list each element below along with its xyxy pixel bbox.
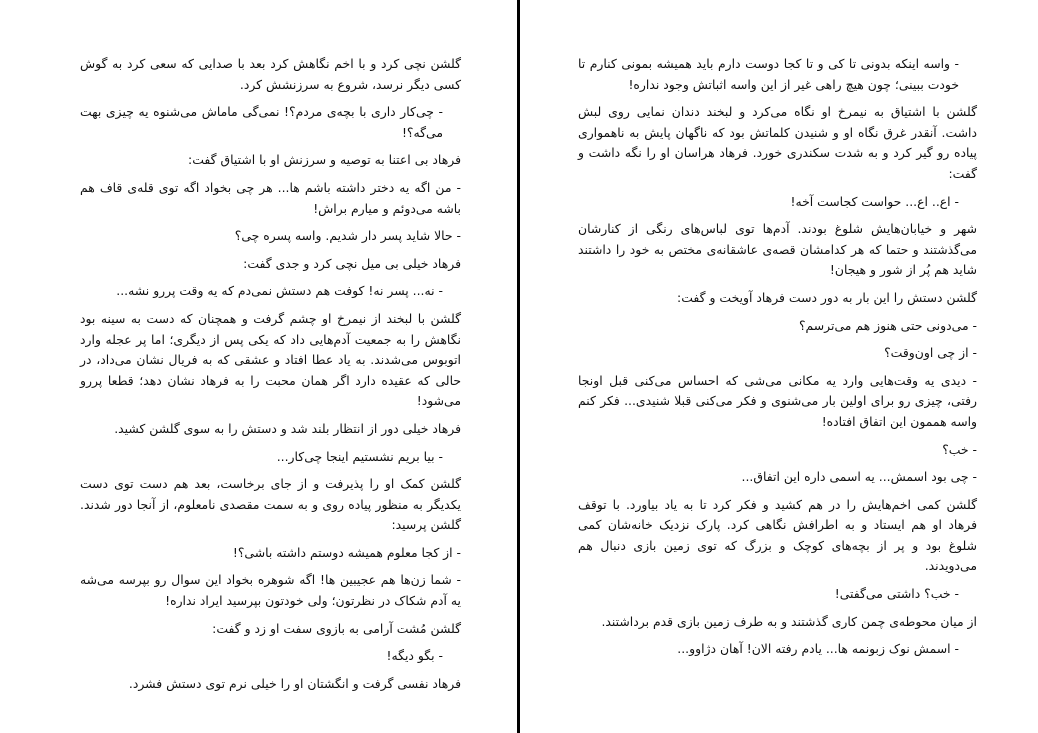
paragraph: - از کجا معلوم همیشه دوستم داشته باشی؟! bbox=[232, 544, 461, 560]
paragraph: شهر و خیابان‌هایش شلوغ بودند. آدم‌ها توی لباس‌های رنگی از کنارشان می‌گذشتند و حتما که هر کدامشان قصه‌ی عاشقانه‌ی مختص به خود را داشتند شاید هم پُر از شور و هیجان! bbox=[578, 221, 977, 278]
paragraph: - خب؟ داشتی می‌گفتی! bbox=[834, 586, 959, 602]
paragraph: - حالا شاید پسر دار شدیم. واسه پسره چی؟ bbox=[234, 228, 461, 244]
paragraph: - اع.. اع... حواست کجاست آخه! bbox=[790, 193, 959, 209]
paragraph: - شما زن‌ها هم عجیبین ها! اگه شوهره بخواد این سوال رو بپرسه می‌شه یه آدم شکاک در نظرتون؛ ولی خودتون بپرسید ایراد نداره! bbox=[80, 572, 461, 609]
paragraph: گلشن دستش را این بار به دور دست فرهاد آویخت و گفت: bbox=[677, 289, 977, 305]
paragraph: فرهاد خیلی دور از انتظار بلند شد و دستش را به سوی گلشن کشید. bbox=[114, 420, 461, 436]
paragraph: گلشن کمک او را پذیرفت و از جای برخاست، بعد هم دست توی دست یکدیگر به منظور پیاده روی و به سمت مقصدی نامعلوم، از آنجا دور شدند. گلشن پرسید: bbox=[80, 476, 461, 533]
paragraph: - بگو دیگه! bbox=[386, 648, 443, 664]
left-page bbox=[80, 54, 461, 701]
paragraph: گلشن با لبخند از نیمرخ او چشم گرفت و همچنان که دست به سینه بود نگاهش را به جمعیت آدم‌هایی داد که یکی پس از دیگری؛ اما پر عجله وارد اتوبوس می‌شدند. به یاد عطا افتاد و عشقی که به فریال نشان می‌داد، در حالی که عقیده دارد اگر همان محبت را به فرهاد نشان دهد؛ قطعا پررو می‌شود! bbox=[80, 310, 461, 409]
paragraph: - اسمش نوک زبونمه ها... یادم رفته الان! آهان دژاوو... bbox=[677, 641, 959, 657]
paragraph: - خب؟ bbox=[942, 441, 977, 457]
paragraph: فرهاد خیلی بی میل نچی کرد و جدی گفت: bbox=[243, 255, 461, 271]
paragraph: گلشن نچی کرد و با اخم نگاهش کرد بعد با صدایی که سعی کرد به گوش کسی دیگر نرسد، شروع به سرزنشش کرد. bbox=[80, 56, 461, 92]
right-page bbox=[578, 54, 977, 667]
paragraph: فرهاد بی اعتنا به توصیه و سرزنش او با اشتیاق گفت: bbox=[188, 152, 461, 168]
paragraph: - می‌دونی حتی هنوز هم می‌ترسم؟ bbox=[798, 317, 977, 333]
paragraph: فرهاد نفسی گرفت و انگشتان او را خیلی نرم توی دستش فشرد. bbox=[128, 675, 461, 691]
paragraph: - واسه اینکه بدونی تا کی و تا کجا دوست دارم باید همیشه بمونی کنارم تا خودت ببینی؛ چون هیچ راهی غیر از این واسه اثباتش وجود نداره! bbox=[578, 56, 959, 92]
paragraph: گلشن با اشتیاق به نیمرخ او نگاه می‌کرد و لبخند دندان نمایی روی لبش داشت. آنقدر غرق نگاه او و شنیدن کلماتش بود که ناگهان پایش به ناهمواری پیاده رو گیر کرد و به شدت سکندری خورد. فرهاد هراسان او را نگه داشت و گفت: bbox=[578, 104, 977, 181]
paragraph: گلشن کمی اخم‌هایش را در هم کشید و فکر کرد تا به یاد بیاورد. با توقف فرهاد او هم ایستاد و به اطرافش نگاهی کرد. پارک نزدیک خانه‌شان کمی شلوغ بود و پر از بچه‌های کوچک و بزرگ که توی زمین بازی دنبال هم می‌دویدند. bbox=[578, 496, 977, 574]
page-divider bbox=[517, 0, 520, 733]
paragraph: - من اگه یه دختر داشته باشم ها... هر چی بخواد اگه توی قله‌ی قاف هم باشه می‌دوئم و میارم براش! bbox=[80, 179, 461, 216]
paragraph: - چی‌کار داری با بچه‌ی مردم؟! نمی‌گی ماماش می‌شنوه یه چیزی بهت می‌گه؟! bbox=[80, 104, 443, 140]
paragraph: - چی بود اسمش... یه اسمی داره این اتفاق... bbox=[741, 469, 977, 485]
paragraph: - از چی اون‌وقت؟ bbox=[884, 345, 977, 361]
paragraph: - دیدی یه وقت‌هایی وارد یه مکانی می‌شی که احساس می‌کنی قبل اونجا رفتی، چیزی رو برای اولین بار می‌شنوی و فکر می‌کنی قبلا شنیدی... فکر کنم واسه هممون این اتفاق افتاده! bbox=[578, 372, 977, 429]
paragraph: از میان محوطه‌ی چمن کاری گذشتند و به طرف زمین بازی قدم برداشتند. bbox=[601, 613, 977, 629]
paragraph: گلشن مُشت آرامی به بازوی سفت او زد و گفت: bbox=[212, 620, 461, 636]
paragraph: - نه... پسر نه! کوفت هم دستش نمی‌دم که یه وقت پررو نشه... bbox=[116, 283, 443, 299]
paragraph: - بیا بریم نشستیم اینجا چی‌کار... bbox=[276, 448, 443, 464]
